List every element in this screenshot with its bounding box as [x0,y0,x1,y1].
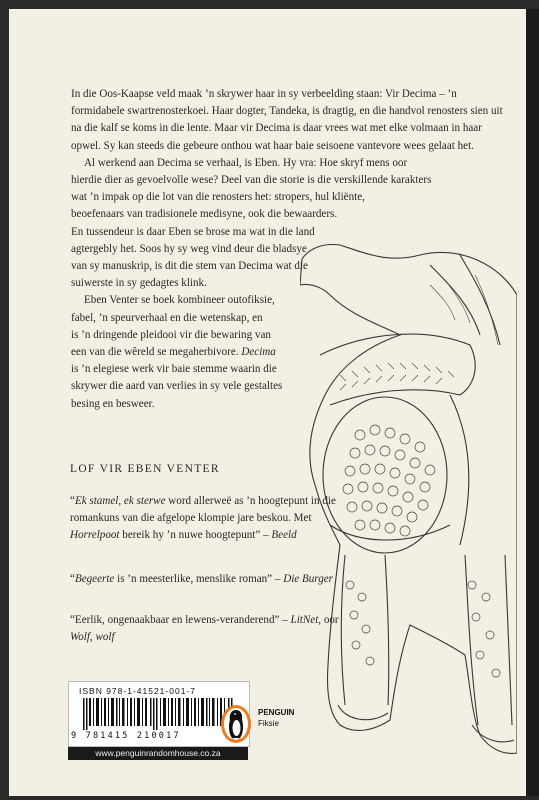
quote-title: Wolf, wolf [70,631,115,644]
blurb-line: hierdie dier as gevoelvolle wese? Deel van die storie is die verskillende karakters [71,174,432,187]
quote-source: LitNet [290,614,319,626]
book-spine [526,9,539,796]
quote-title: Ek stamel, ek sterwe [74,495,166,507]
blurb-line: besing en besweer. [71,397,155,410]
quote-title: Begeerte [74,573,115,585]
blurb-line: van sy manuskrip, is dit die stem van Decima wat die [71,260,308,273]
blurb-line: fabel, ’n speurverhaal en die wetenskap, en [71,311,263,324]
blurb-line: En tussendeur is daar Eben se brose ma wat in die land [71,225,315,238]
blurb-line: Al werkend aan Decima se verhaal, is Eben. Hy vra: Hoe skryf mens oor [84,156,408,169]
book-title-decima: Decima [241,346,276,359]
publisher-name: PENGUIN [258,708,295,717]
blurb-line: skrywer die aard van verlies in sy vele gestaltes [71,380,283,393]
blurb-paragraph-1: In die Oos-Kaapse veld maak ’n skrywer haar in sy verbeelding staan: Vir Decima – ’n formidabele swartrenosterkoei. Haar dogter, Tandeka, is dragtig, en die handvol renosters sien uit na die kalf se koms in die lente. Maar vir Decima is daar vrees wat met elke volmaan in haar opwel. Sy kan steeds die gebeure onthou wat haar baie seisoene vantevore wees gelaat het. [71,88,503,152]
blurb-line: een van die wêreld se megaherbivore. [71,346,239,359]
isbn-label: ISBN 978-1-41521-001-7 [79,686,196,696]
blurb-paragraph-2 [71,155,511,293]
blurb-line: Eben Venter se boek kombineer outofiksie, [84,294,275,307]
quote-text: word allerweë as ’n hoogtepunt in die romankuns van die afgelope klompie jare beskou. Met [70,495,336,525]
blurb-paragraph-3 [71,292,511,412]
blurb-text [71,86,511,413]
isbn-digits: 9 781415 210017 [71,731,181,741]
publisher-imprint: Fiksie [258,719,279,728]
praise-quote-1 [70,493,340,545]
blurb-line: is ’n dringende pleidooi vir die bewaring van [71,328,271,341]
quote-mark: “ [70,495,75,507]
quote-text: is ’n meesterlike, menslike roman” – [114,573,284,585]
quote-text: “Eerlik, ongenaakbaar en lewens-veranderend” – [70,614,291,626]
penguin-logo-icon [220,704,252,744]
praise-quote-3 [70,612,340,646]
praise-quote-2 [70,571,340,588]
blurb-line: beoefenaars van tradisionele medisyne, ook die bewaarders. [71,208,338,221]
barcode-icon [83,698,235,730]
blurb-line: is ’n elegiese werk vir baie stemme waarin die [71,363,277,376]
quote-text: bereik hy ’n nuwe hoogtepunt” – [119,529,272,542]
blurb-line: wat ’n impak op die lot van die renosters het: stropers, hul kliënte, [71,191,365,204]
quote-mark: “ [70,573,75,585]
blurb-line: suiwerste in sy gedagtes klink. [71,277,207,290]
quote-text: , oor [318,614,339,626]
praise-heading: LOF VIR EBEN VENTER [70,463,220,475]
publisher-url[interactable]: www.penguinrandomhouse.co.za [68,747,248,760]
quote-source: Die Burger [283,573,333,585]
quote-source: Beeld [271,529,297,542]
quote-title: Horrelpoot [70,529,120,542]
blurb-line: agtergebly het. Soos hy sy weg vind deur die bladsye [71,242,307,255]
